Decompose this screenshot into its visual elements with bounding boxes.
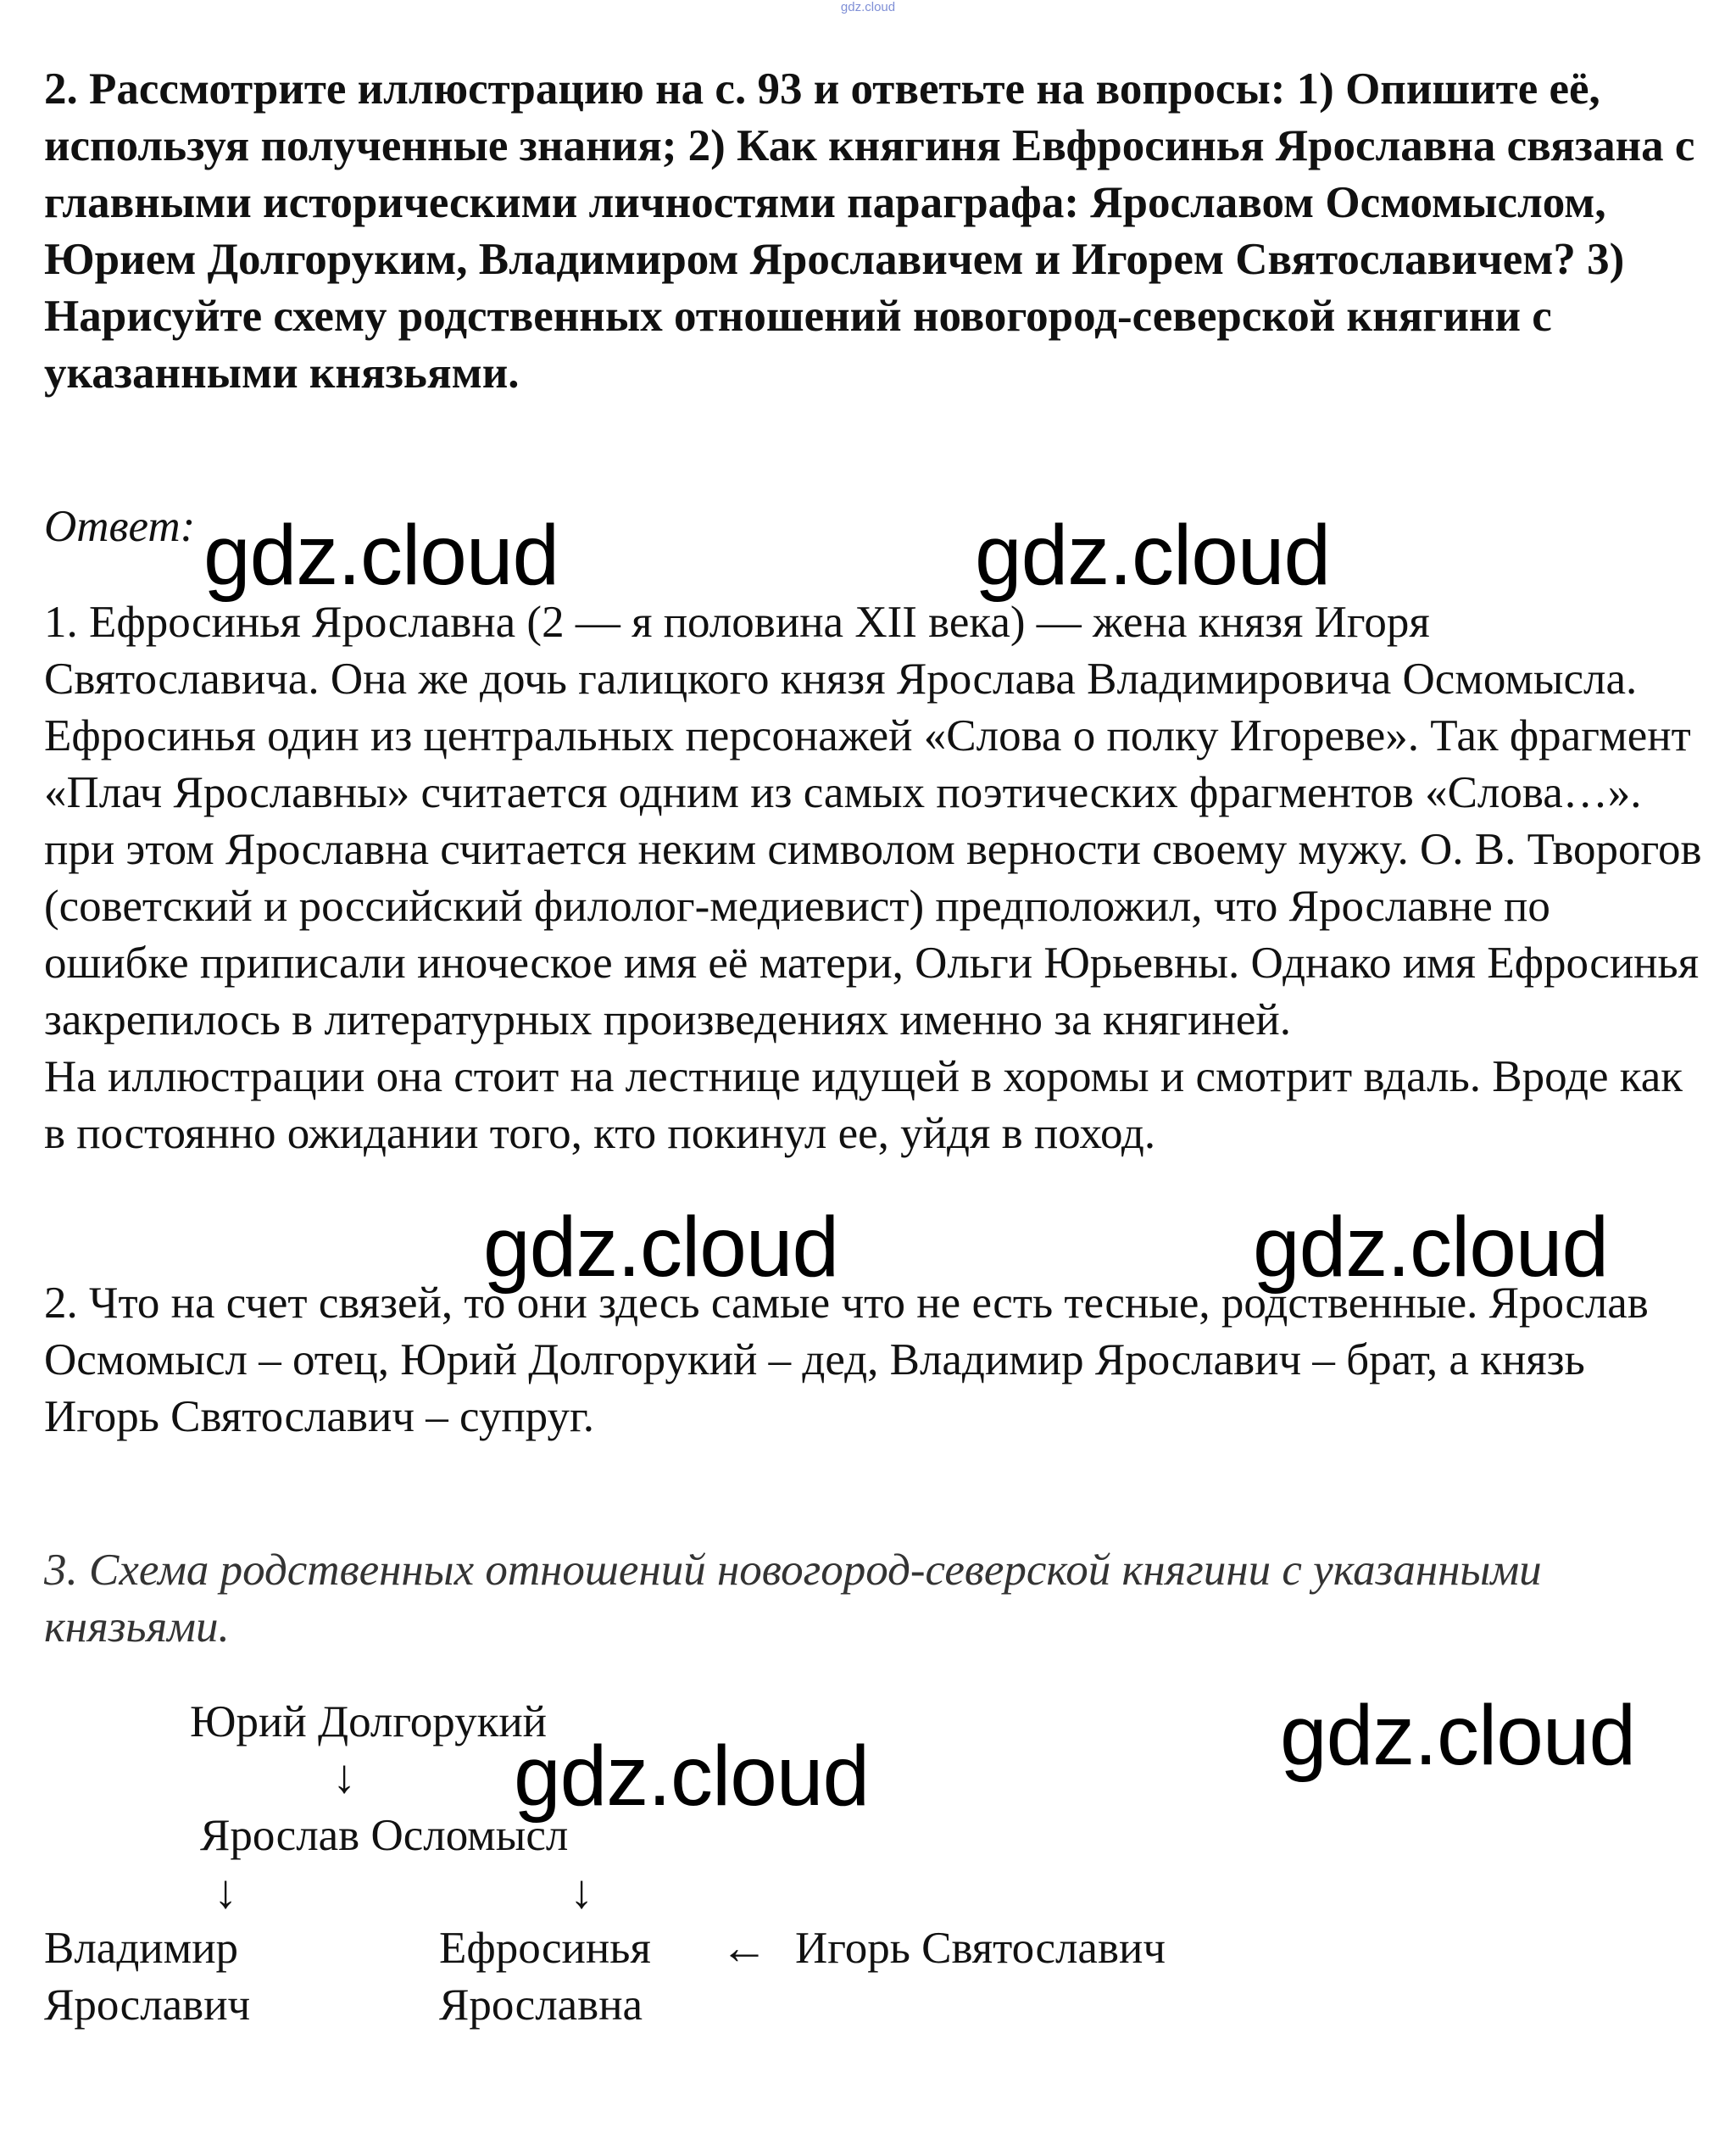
watermark: gdz.cloud — [203, 508, 559, 603]
answer-1-illustration-text: На иллюстрации она стоит на лестнице идущей в хоромы и смотрит вдаль. Вроде как в постоянно ожидании того, кто покинул ее, уйдя в поход. — [44, 1052, 1683, 1158]
scheme-husband: Игорь Святославич — [795, 1924, 1166, 1973]
arrow-left-icon: ← — [721, 1922, 768, 1975]
arrow-down-icon: ↓ — [570, 1866, 593, 1919]
answer-label: Ответ: — [44, 502, 196, 551]
watermark: gdz.cloud — [975, 508, 1331, 603]
arrow-down-icon: ↓ — [332, 1751, 356, 1803]
watermark: gdz.cloud — [1280, 1688, 1636, 1783]
answer-part-1 — [44, 594, 1705, 1162]
watermark: gdz.cloud — [1253, 1200, 1609, 1295]
scheme-father: Ярослав Осломысл — [200, 1811, 569, 1860]
header-watermark: gdz.cloud — [840, 0, 896, 14]
answer-1-text: 1. Ефросинья Ярославна (2 — я половина XII века) — жена князя Игоря Святославича. Она же дочь галицкого князя Ярослава Владимировича Осмомысла. Ефросинья один из центральных персонажей «Слова о полку Игореве». Так фрагмент «Плач Ярославны» считается одним из самых поэтических фрагментов «Слова…». при этом Ярославна считается неким символом верности своему мужу. О. В. Творогов (советский и российский филолог-медиевист) предположил, что Ярославне по ошибке приписали иноческое имя её матери, Ольги Юрьевны. Однако имя Ефросинья закрепилось в литературных произведениях именно за княгиней. — [44, 598, 1702, 1044]
scheme-princess-line2: Ярославна — [439, 1980, 643, 2030]
scheme-brother-line2: Ярославич — [44, 1980, 251, 2030]
scheme-brother-line1: Владимир — [44, 1924, 239, 1973]
scheme-grandfather: Юрий Долгорукий — [190, 1697, 548, 1746]
watermark: gdz.cloud — [483, 1200, 839, 1295]
scheme-title: 3. Схема родственных отношений новогород-северской княгини с указанными князьями. — [44, 1546, 1542, 1652]
scheme-brother — [44, 1920, 250, 2034]
answer-part-2: 2. Что на счет связей, то они здесь самые что не есть тесные, родственные. Ярослав Осмомысл – отец, Юрий Долгорукий – дед, Владимир Ярославич – брат, а князь Игорь Святославич – супруг. — [44, 1278, 1649, 1441]
arrow-down-icon: ↓ — [214, 1866, 237, 1919]
scheme-princess-line1: Ефросинья — [439, 1924, 651, 1973]
question-text: 2. Рассмотрите иллюстрацию на с. 93 и ответьте на вопросы: 1) Опишите её, используя полученные знания; 2) Как княгиня Евфросинья Ярославна связана с главными историческими личностями параграфа: Ярославом Осмомыслом, Юрием Долгоруким, Владимиром Ярославичем и Игорем Святославичем? 3) Нарисуйте схему родственных отношений новогород-северской княгини с указанными князьями. — [44, 64, 1695, 398]
scheme-princess — [439, 1920, 651, 2034]
watermark: gdz.cloud — [514, 1729, 870, 1824]
